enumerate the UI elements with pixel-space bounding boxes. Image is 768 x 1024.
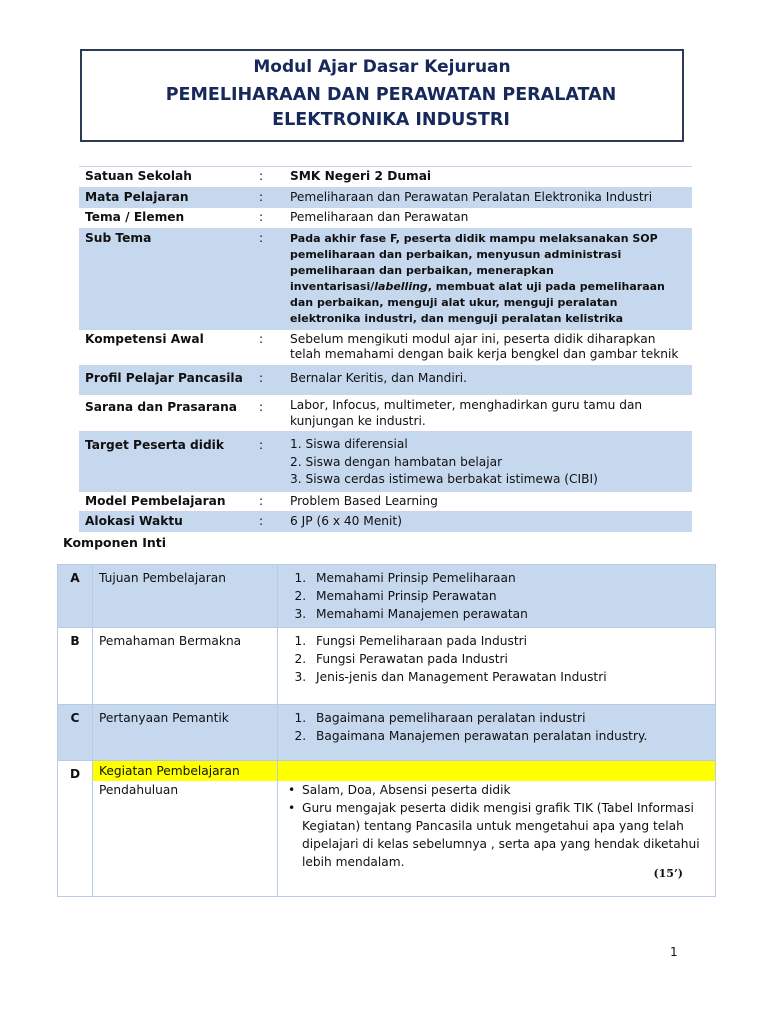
info-value: Labor, Infocus, multimeter, menghadirkan guru tamu dan kunjungan ke industri. xyxy=(284,395,692,432)
info-label: Alokasi Waktu xyxy=(79,512,249,532)
sub-tema-text: Pada akhir fase F, peserta didik mampu melaksanakan SOP pemeliharaan dan perbaikan, menyusun administrasi pemeliharaan dan perbaikan, menerapkan inventarisasi/ xyxy=(290,231,658,293)
duration-label: (15’) xyxy=(653,867,683,880)
info-separator: : xyxy=(249,491,284,512)
row-code: A xyxy=(58,565,93,628)
list-item: 3. Jenis-jenis dan Management Perawatan Industri xyxy=(310,668,709,686)
info-row xyxy=(79,228,692,329)
list-item: 2. Bagaimana Manajemen perawatan peralatan industry. xyxy=(310,727,709,745)
target-line: 1. Siswa diferensial xyxy=(290,437,408,451)
list-item: 1. Memahami Prinsip Pemeliharaan xyxy=(310,569,709,587)
info-label: Kompetensi Awal xyxy=(79,329,249,365)
row-name: Pertanyaan Pemantik xyxy=(93,705,278,761)
item-list xyxy=(284,632,709,686)
info-separator: : xyxy=(249,432,284,492)
page-number: 1 xyxy=(670,945,678,959)
info-separator: : xyxy=(249,167,284,188)
component-row xyxy=(58,705,716,761)
info-row xyxy=(79,187,692,208)
info-label: Sarana dan Prasarana xyxy=(79,395,249,432)
info-value: Pemeliharaan dan Perawatan xyxy=(284,208,692,229)
info-label: Mata Pelajaran xyxy=(79,187,249,208)
row-content xyxy=(278,628,716,705)
info-separator: : xyxy=(249,329,284,365)
info-value xyxy=(284,432,692,492)
info-value: Bernalar Keritis, dan Mandiri. xyxy=(284,365,692,395)
sub-tema-emphasis: labelling xyxy=(374,279,428,293)
highlight-band xyxy=(278,761,715,781)
info-row xyxy=(79,432,692,492)
row-code: D xyxy=(58,761,93,897)
list-item: 1. Bagaimana pemeliharaan peralatan industri xyxy=(310,709,709,727)
info-value: 6 JP (6 x 40 Menit) xyxy=(284,512,692,532)
bullet-item: • Salam, Doa, Absensi peserta didik xyxy=(296,781,709,799)
info-table xyxy=(79,166,692,532)
info-row xyxy=(79,491,692,512)
info-row xyxy=(79,512,692,532)
row-code: C xyxy=(58,705,93,761)
info-label: Sub Tema xyxy=(79,228,249,329)
info-row xyxy=(79,329,692,365)
activity-heading: Kegiatan Pembelajaran xyxy=(93,761,277,781)
document-subtitle: PEMELIHARAAN DAN PERAWATAN PERALATAN ELEKTRONIKA INDUSTRI xyxy=(165,85,617,130)
item-list xyxy=(284,569,709,623)
info-value: Problem Based Learning xyxy=(284,491,692,512)
info-label: Satuan Sekolah xyxy=(79,167,249,188)
row-name: Tujuan Pembelajaran xyxy=(93,565,278,628)
list-item: 2. Memahami Prinsip Perawatan xyxy=(310,587,709,605)
row-content xyxy=(278,565,716,628)
info-row xyxy=(79,395,692,432)
info-label: Model Pembelajaran xyxy=(79,491,249,512)
row-name-cell xyxy=(93,761,278,897)
bullet-item: • Guru mengajak peserta didik mengisi grafik TIK (Tabel Informasi Kegiatan) tentang Pancasila untuk mengetahui apa yang telah dipelajari di kelas sebelumnya , serta apa yang hendak diketahui lebih mendalam. xyxy=(296,799,709,871)
info-row xyxy=(79,167,692,188)
component-row xyxy=(58,628,716,705)
info-value: Pemeliharaan dan Perawatan Peralatan Elektronika Industri xyxy=(284,187,692,208)
info-value xyxy=(284,228,692,329)
info-label: Tema / Elemen xyxy=(79,208,249,229)
info-separator: : xyxy=(249,365,284,395)
info-row xyxy=(79,365,692,395)
info-value: Sebelum mengikuti modul ajar ini, peserta didik diharapkan telah memahami dengan baik kerja bengkel dan gambar teknik xyxy=(284,329,692,365)
row-name: Pemahaman Bermakna xyxy=(93,628,278,705)
item-list xyxy=(284,709,709,745)
info-separator: : xyxy=(249,208,284,229)
list-item: 3. Memahami Manajemen perawatan xyxy=(310,605,709,623)
row-content xyxy=(278,761,716,897)
components-table xyxy=(57,564,716,897)
info-value: SMK Negeri 2 Dumai xyxy=(284,167,692,188)
list-item: 1. Fungsi Pemeliharaan pada Industri xyxy=(310,632,709,650)
info-separator: : xyxy=(249,228,284,329)
document-title: Modul Ajar Dasar Kejuruan xyxy=(253,57,511,77)
title-box xyxy=(80,49,684,142)
info-separator: : xyxy=(249,187,284,208)
info-row xyxy=(79,208,692,229)
row-code: B xyxy=(58,628,93,705)
target-line: 2. Siswa dengan hambatan belajar xyxy=(290,454,503,469)
bullet-list xyxy=(284,781,709,871)
info-label: Target Peserta didik xyxy=(79,432,249,492)
component-row xyxy=(58,761,716,897)
row-name: Pendahuluan xyxy=(99,783,179,797)
sub-tema-text-end: , membuat alat uji pada pemeliharaan dan perbaikan, menguji alat ukur, menguji peralatan elektronika industri, dan menguji peralatan kelistrika xyxy=(290,279,665,325)
component-row xyxy=(58,565,716,628)
section-title: Komponen Inti xyxy=(63,535,167,550)
info-separator: : xyxy=(249,512,284,532)
list-item: 2. Fungsi Perawatan pada Industri xyxy=(310,650,709,668)
target-line: 3. Siswa cerdas istimewa berbakat istimewa (CIBI) xyxy=(290,472,598,486)
info-separator: : xyxy=(249,395,284,432)
info-label: Profil Pelajar Pancasila xyxy=(79,365,249,395)
row-content xyxy=(278,705,716,761)
